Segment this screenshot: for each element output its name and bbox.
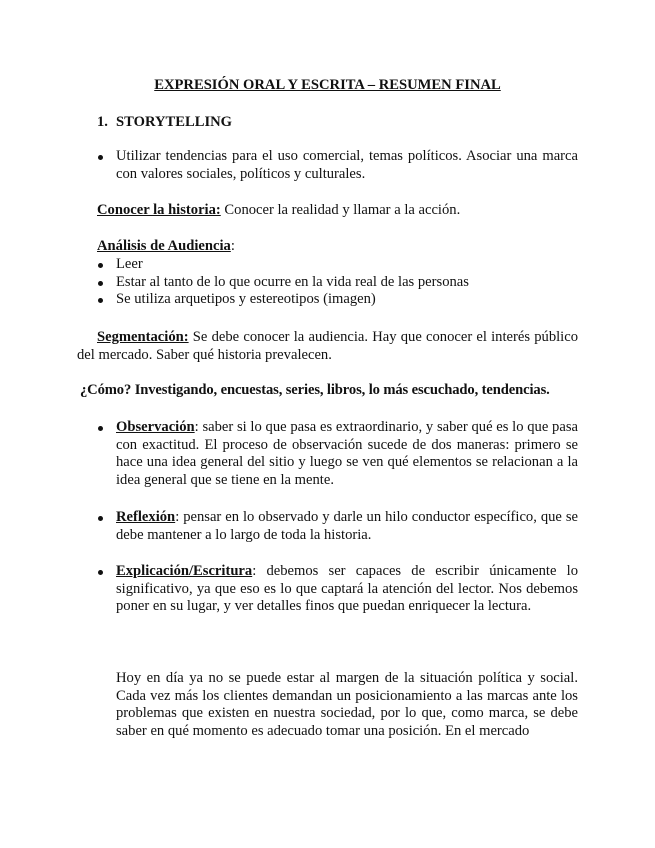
list-item: Estar al tanto de lo que ocurre en la vida real de las personas bbox=[116, 274, 469, 290]
como-line: ¿Cómo? Investigando, encuestas, series, libros, lo más escuchado, tendencias. bbox=[80, 382, 550, 398]
section-title: STORYTELLING bbox=[116, 114, 233, 130]
bullet-icon bbox=[98, 516, 103, 521]
list-item: Leer bbox=[116, 256, 143, 272]
analisis-colon: : bbox=[230, 238, 235, 254]
segmentacion-paragraph bbox=[77, 329, 578, 364]
bullet-icon bbox=[98, 263, 103, 268]
explicacion-paragraph bbox=[116, 563, 578, 616]
bullet-icon bbox=[98, 298, 103, 303]
observacion-text: : saber si lo que pasa es extraordinario, y saber qué es lo que pasa con exactitud. El proceso de observación sucede de dos maneras: primero se hace una idea general del sitio y luego se ven qué elementos se relacionan a la idea general que se tiene en la mente. bbox=[116, 419, 578, 488]
conocer-label: Conocer la historia: bbox=[97, 202, 221, 218]
reflexion-label: Reflexión bbox=[116, 509, 176, 525]
bullet-icon bbox=[98, 426, 103, 431]
analisis-label: Análisis de Audiencia bbox=[97, 238, 231, 254]
observacion-label: Observación bbox=[116, 419, 195, 435]
explicacion-label: Explicación/Escritura bbox=[116, 563, 253, 579]
document-title: EXPRESIÓN ORAL Y ESCRITA – RESUMEN FINAL bbox=[154, 77, 501, 93]
conocer-text: Conocer la realidad y llamar a la acción. bbox=[220, 202, 461, 218]
bullet-icon bbox=[98, 281, 103, 286]
intro-bullet-text: Utilizar tendencias para el uso comercial, temas políticos. Asociar una marca con valores sociales, políticos y culturales. bbox=[116, 148, 578, 182]
section-heading bbox=[97, 113, 232, 131]
bullet-icon bbox=[98, 570, 103, 575]
list-item: Se utiliza arquetipos y estereotipos (imagen) bbox=[116, 291, 376, 307]
conocer-paragraph bbox=[97, 202, 577, 220]
segmentacion-label: Segmentación: bbox=[97, 329, 189, 345]
segmentacion-text: Se debe conocer la audiencia. Hay que conocer el interés público del mercado. Saber qué historia prevalecen. bbox=[77, 329, 578, 363]
section-number: 1. bbox=[97, 114, 108, 130]
closing-paragraph: Hoy en día ya no se puede estar al margen de la situación política y social. Cada vez más los clientes demandan un posicionamiento a las marcas ante los problemas que existen en nuestra sociedad, por lo que, como marca, se debe saber en qué momento es adecuado tomar una posición. En el mercado bbox=[116, 670, 578, 739]
explicacion-text: : debemos ser capaces de escribir únicamente lo significativo, ya que eso es lo que captará la atención del lector. Nos debemos poner en su lugar, y ver detalles finos que puedan enriquecer la lectura. bbox=[116, 563, 578, 615]
reflexion-text: : pensar en lo observado y darle un hilo conductor específico, que se debe mantener a lo largo de toda la historia. bbox=[116, 509, 578, 543]
bullet-icon bbox=[98, 155, 103, 160]
observacion-paragraph bbox=[116, 419, 578, 489]
reflexion-paragraph bbox=[116, 509, 578, 544]
analisis-heading bbox=[97, 238, 235, 256]
